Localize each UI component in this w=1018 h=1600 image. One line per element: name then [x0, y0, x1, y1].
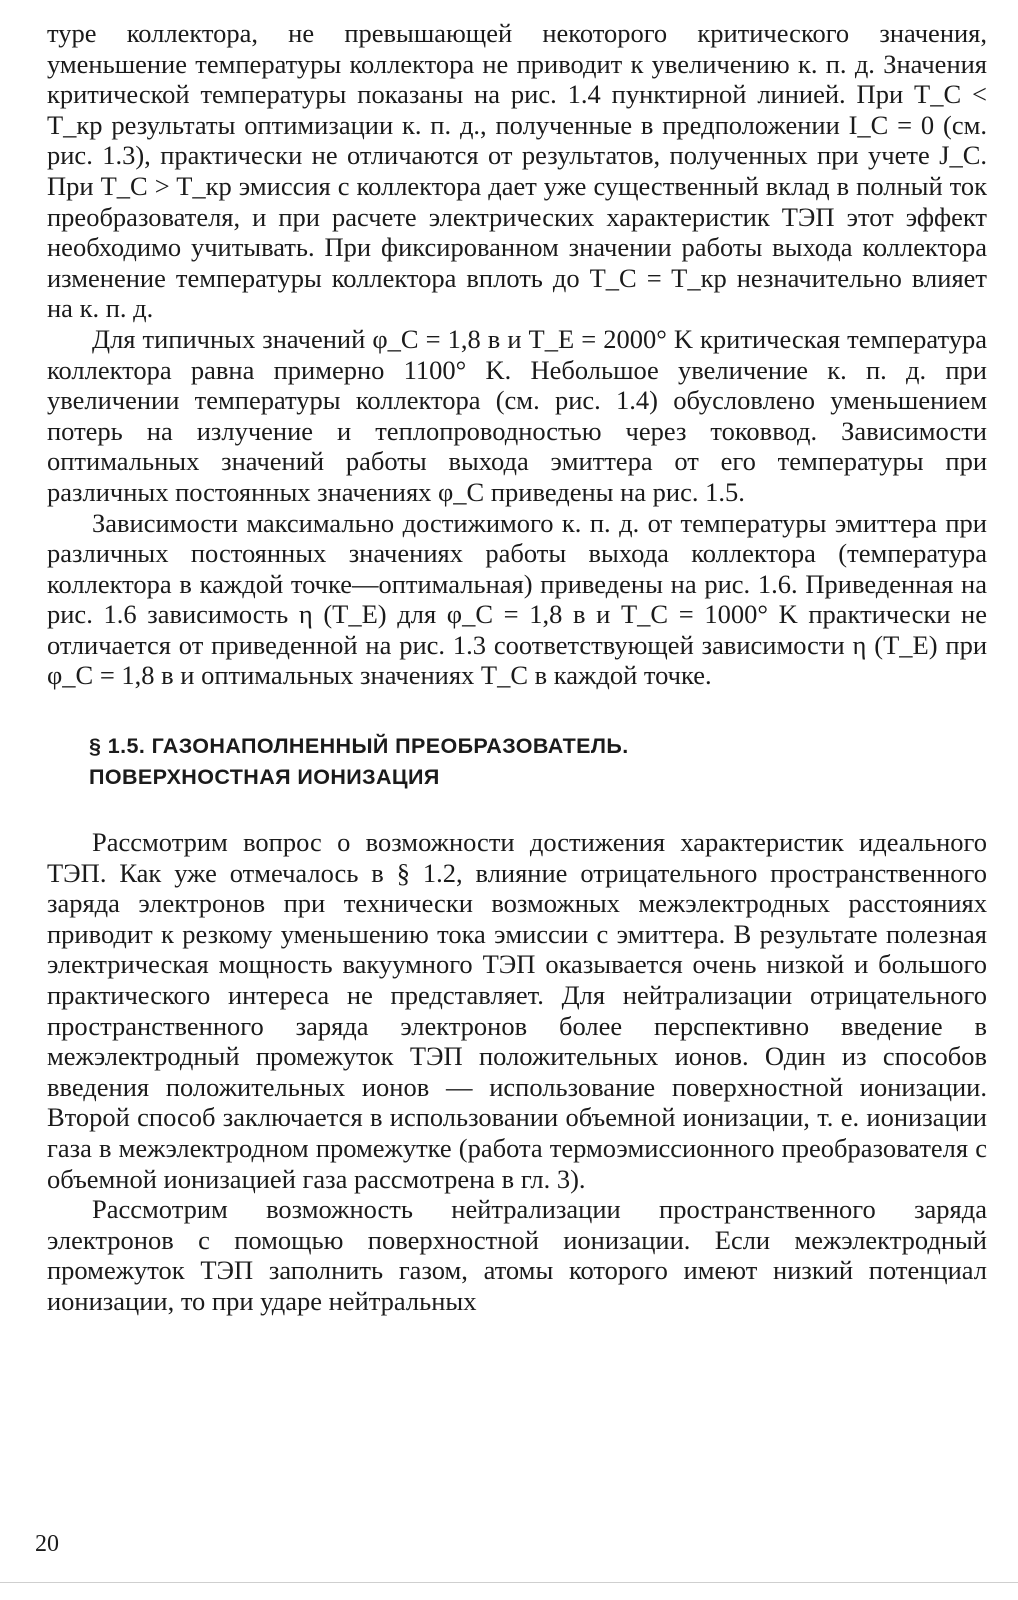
scan-edge-line — [0, 1582, 1018, 1583]
paragraph-2: Для типичных значений φ_C = 1,8 в и T_E = 2000° K критическая температура коллектора равна примерно 1100° K. Небольшое увеличение к. п. д. при увеличении температуры коллектора (см. рис. 1.4) обусловлено уменьшением потерь на излучение и теплопроводностью через токоввод. Зависимости оптимальных значений работы выхода эмиттера от его температуры при различных постоянных значениях φ_C приведены на рис. 1.5. — [47, 323, 987, 507]
paragraph-1: туре коллектора, не превышающей некоторого критического значения, уменьшение температуры коллектора не приводит к увеличению к. п. д. Значения критической температуры показаны на рис. 1.4 пунктирной линией. При T_C < T_кр результаты оптимизации к. п. д., полученные в предположении I_C = 0 (см. рис. 1.3), практически не отличаются от результатов, полученных при учете J_C. При T_C > T_кр эмиссия с коллектора дает уже существенный вклад в полный ток преобразователя, и при расчете электрических характеристик ТЭП этот эффект необходимо учитывать. При фиксированном значении работы выхода коллектора изменение температуры коллектора вплоть до T_C = T_кр незначительно влияет на к. п. д. — [47, 18, 987, 324]
section-heading — [47, 731, 987, 793]
section-heading-line-2: ПОВЕРХНОСТНАЯ ИОНИЗАЦИЯ — [89, 765, 440, 790]
paragraph-5: Рассмотрим возможность нейтрализации пространственного заряда электронов с помощью поверхностной ионизации. Если межэлектродный промежуток ТЭП заполнить газом, атомы которого имеют низкий потенциал ионизации, то при ударе нейтральных — [47, 1194, 987, 1316]
page-number: 20 — [35, 1531, 59, 1557]
paragraph-3: Зависимости максимально достижимого к. п. д. от температуры эмиттера при различных постоянных значениях работы выхода коллектора (температура коллектора в каждой точке—оптимальная) приведены на рис. 1.6. Приведенная на рис. 1.6 зависимость η (T_E) для φ_C = 1,8 в и T_C = 1000° K практически не отличается от приведенной на рис. 1.3 соответствующей зависимости η (T_E) при φ_C = 1,8 в и оптимальных значениях T_C в каждой точке. — [47, 507, 987, 691]
book-page — [47, 18, 987, 1578]
paragraph-4: Рассмотрим вопрос о возможности достижения характеристик идеального ТЭП. Как уже отмечалось в § 1.2, влияние отрицательного пространственного заряда электронов при технически возможных межэлектродных расстояниях приводит к резкому уменьшению тока эмиссии с эмиттера. В результате полезная электрическая мощность вакуумного ТЭП оказывается очень низкой и большого практического интереса не представляет. Для нейтрализации отрицательного пространственного заряда электронов более перспективно введение в межэлектродный промежуток ТЭП положительных ионов. Один из способов введения положительных ионов — использование поверхностной ионизации. Второй способ заключается в использовании объемной ионизации, т. е. ионизации газа в межэлектродном промежутке (работа термоэмиссионного преобразователя с объемной ионизацией газа рассмотрена в гл. 3). — [47, 827, 987, 1194]
section-heading-line-1: § 1.5. ГАЗОНАПОЛНЕННЫЙ ПРЕОБРАЗОВАТЕЛЬ. — [89, 734, 629, 759]
